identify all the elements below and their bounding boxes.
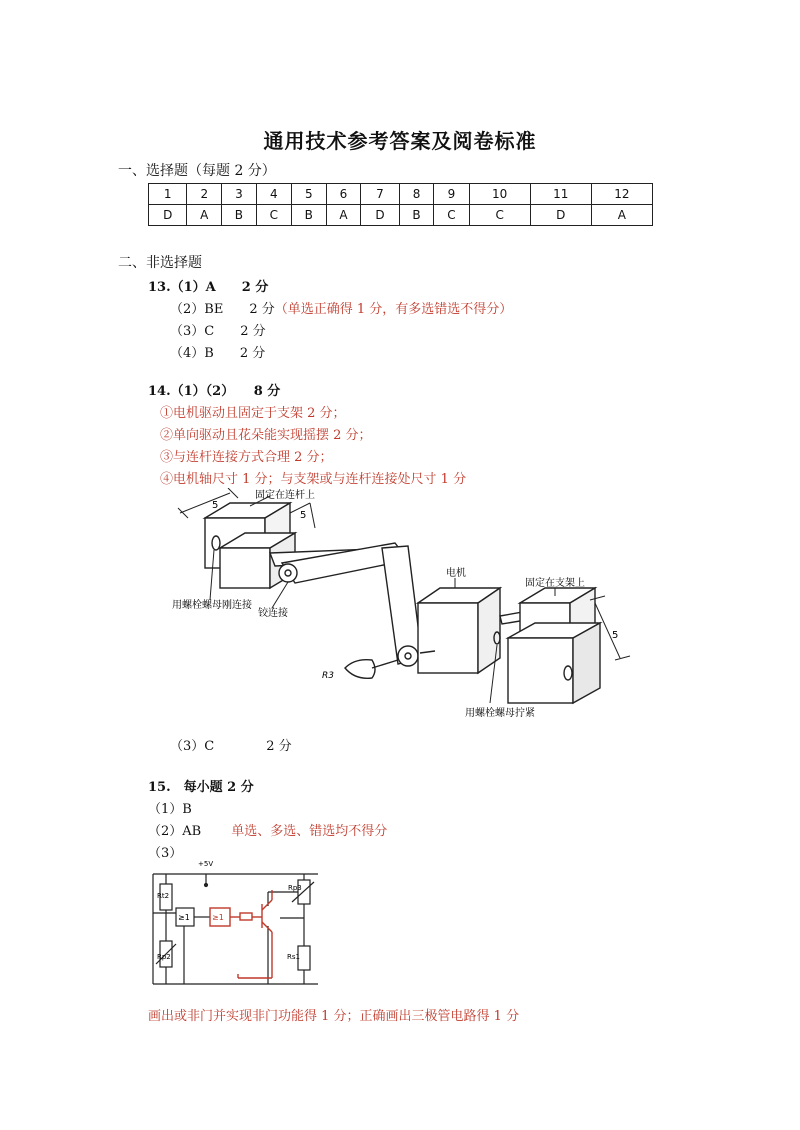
q14-criterion-4: ④电机轴尺寸 1 分；与支架或与连杆连接处尺寸 1 分 — [160, 472, 467, 487]
table-cell: A — [187, 205, 222, 226]
table-cell: B — [399, 205, 434, 226]
table-cell: 4 — [256, 184, 291, 205]
table-cell: A — [326, 205, 361, 226]
q13-line4: （4）B 2 分 — [170, 346, 266, 361]
label-fixed-bracket: 固定在支架上 — [525, 578, 585, 589]
label-rp3: Rp3 — [288, 884, 302, 892]
q13-line2-text: （2）BE 2 分 — [170, 302, 275, 317]
table-cell: D — [149, 205, 187, 226]
q15-heading: 15. 每小题 2 分 — [148, 780, 254, 795]
table-cell: 5 — [291, 184, 326, 205]
q15-line2-text: （2）AB — [148, 824, 202, 839]
label-gate1: ≥1 — [178, 913, 190, 922]
q14-criterion-2: ②单向驱动且花朵能实现摇摆 2 分； — [160, 428, 372, 443]
label-motor: 电机 — [446, 568, 466, 579]
table-cell: 10 — [469, 184, 530, 205]
label-vcc: +5V — [198, 860, 214, 868]
q13-line2 — [170, 298, 512, 317]
page-title: 通用技术参考答案及阅卷标准 — [263, 129, 537, 153]
table-cell: D — [361, 205, 399, 226]
part1-heading: 一、选择题（每题 2 分） — [118, 163, 276, 179]
circuit-diagram — [148, 856, 338, 986]
table-row — [149, 184, 653, 205]
label-gate2: ≥1 — [212, 913, 224, 922]
dimension-5c: 5 — [612, 630, 619, 641]
q14-criterion-3: ③与连杆连接方式合理 2 分； — [160, 450, 333, 465]
q14-line3: （3）C 2 分 — [170, 739, 292, 754]
q15-note: 画出或非门并实现非门功能得 1 分；正确画出三极管电路得 1 分 — [148, 1009, 520, 1024]
table-cell: 2 — [187, 184, 222, 205]
table-cell: 7 — [361, 184, 399, 205]
q14-criterion-1: ①电机驱动且固定于支架 2 分； — [160, 406, 346, 421]
table-cell: A — [591, 205, 652, 226]
table-cell: 9 — [434, 184, 469, 205]
table-cell: B — [222, 205, 257, 226]
label-hinge: 铰连接 — [258, 608, 288, 619]
label-r3: R3 — [322, 671, 334, 681]
label-fixed-link: 固定在连杆上 — [255, 490, 315, 501]
q15-line1: （1）B — [148, 802, 192, 817]
q15-line3: （3） — [148, 846, 183, 861]
q15-line2 — [148, 820, 387, 839]
table-cell: D — [530, 205, 591, 226]
table-cell: 3 — [222, 184, 257, 205]
q15-line2-note: 单选、多选、错选均不得分 — [231, 824, 388, 839]
dimension-5b: 5 — [300, 510, 307, 521]
answer-table — [148, 183, 653, 226]
label-bolt-tight: 用螺栓螺母拧紧 — [465, 708, 535, 719]
part2-heading: 二、非选择题 — [118, 255, 202, 271]
table-cell: C — [469, 205, 530, 226]
table-row — [149, 205, 653, 226]
q14-heading: 14.（1）（2） 8 分 — [148, 384, 281, 399]
q13-line1: 13.（1）A 2 分 — [148, 280, 269, 295]
table-cell: C — [256, 205, 291, 226]
table-cell: 1 — [149, 184, 187, 205]
table-cell: 11 — [530, 184, 591, 205]
label-bolt-rigid: 用螺栓螺母刚连接 — [172, 600, 252, 611]
table-cell: 8 — [399, 184, 434, 205]
label-rp2: Rp2 — [157, 953, 171, 961]
table-cell: 12 — [591, 184, 652, 205]
label-rs1: Rs1 — [287, 953, 300, 961]
table-cell: B — [291, 205, 326, 226]
table-cell: 6 — [326, 184, 361, 205]
dimension-5a: 5 — [212, 500, 219, 511]
q13-line2-note: （单选正确得 1 分，有多选错选不得分） — [274, 302, 513, 317]
table-cell: C — [434, 205, 469, 226]
label-rt2: Rt2 — [157, 892, 170, 900]
q13-line3: （3）C 2 分 — [170, 324, 266, 339]
mechanism-figure — [150, 488, 640, 728]
